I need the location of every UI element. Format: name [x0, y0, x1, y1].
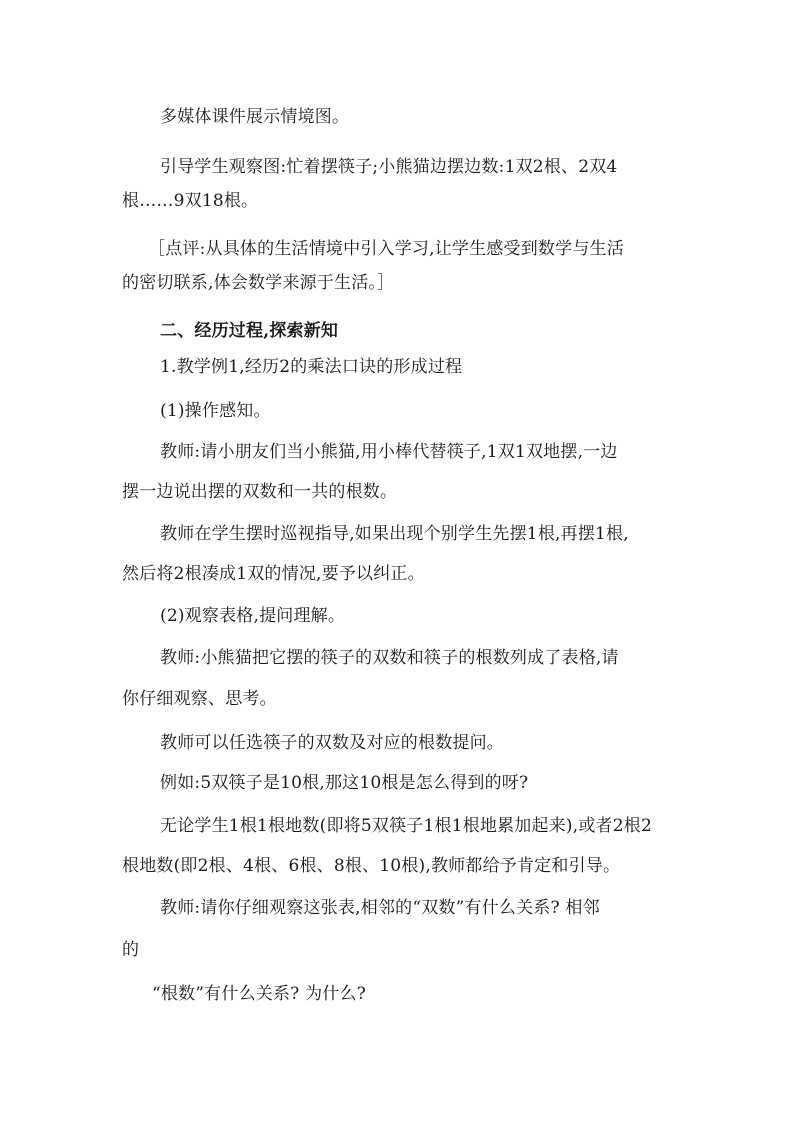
- paragraph-line: 无论学生1根1根地数(即将5双筷子1根1根地累加起来),或者2根2: [160, 816, 652, 836]
- paragraph-line: 摆一边说出摆的双数和一共的根数。: [122, 482, 398, 502]
- paragraph-line: (2)观察表格,提问理解。: [160, 606, 346, 626]
- paragraph-line: 根地数(即2根、4根、6根、8根、10根),教师都给予肯定和引导。: [122, 856, 621, 876]
- paragraph-line: 引导学生观察图:忙着摆筷子;小熊猫边摆边数:1双2根、2双4: [160, 157, 618, 177]
- paragraph-line: ［点评:从具体的生活情境中引入学习,让学生感受到数学与生活: [148, 239, 624, 259]
- paragraph-line: (1)操作感知。: [160, 401, 271, 421]
- paragraph-line: 例如:5双筷子是10根,那这10根是怎么得到的呀?: [160, 773, 529, 793]
- paragraph-line: 根……9双18根。: [122, 191, 259, 211]
- paragraph-line: 教师可以任选筷子的双数及对应的根数提问。: [160, 733, 504, 753]
- paragraph-line: 的密切联系,体会数学来源于生活。］: [122, 273, 395, 293]
- paragraph-line: 教师:请小朋友们当小熊猫,用小棒代替筷子,1双1双地摆,一边: [160, 442, 618, 462]
- section-heading: 二、经历过程,探索新知: [160, 321, 339, 341]
- paragraph-line: 教师在学生摆时巡视指导,如果出现个别学生先摆1根,再摆1根,: [160, 524, 629, 544]
- paragraph-line: 然后将2根凑成1双的情况,要予以纠正。: [122, 564, 425, 584]
- paragraph-line: 的: [122, 940, 140, 960]
- paragraph-line: 多媒体课件展示情境图。: [160, 107, 350, 127]
- paragraph-line: 你仔细观察、思考。: [122, 689, 277, 709]
- paragraph-line: 1.教学例1,经历2的乘法口诀的形成过程: [160, 357, 463, 377]
- paragraph-line: 教师:小熊猫把它摆的筷子的双数和筷子的根数列成了表格,请: [160, 648, 619, 668]
- paragraph-line: 教师:请你仔细观察这张表,相邻的“双数”有什么关系? 相邻: [160, 898, 600, 918]
- paragraph-line: “根数”有什么关系? 为什么?: [152, 984, 367, 1004]
